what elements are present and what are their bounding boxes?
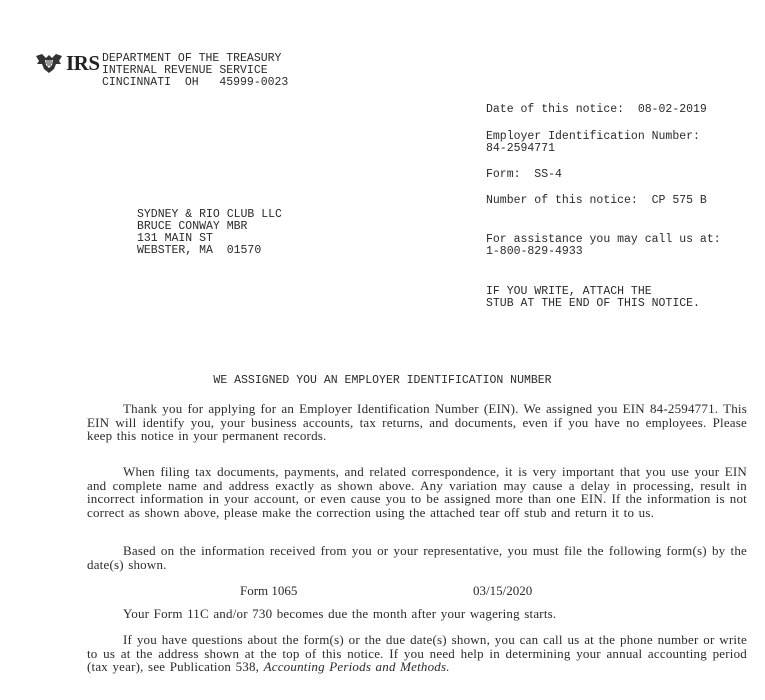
assistance-label: For assistance you may call us at: xyxy=(486,233,721,246)
agency-line-2: INTERNAL REVENUE SERVICE xyxy=(102,64,268,77)
eagle-seal-icon xyxy=(34,52,64,74)
form-due-date: 03/15/2020 xyxy=(473,583,533,598)
paragraph-questions xyxy=(87,633,747,674)
notice-number: Number of this notice: CP 575 B xyxy=(486,194,707,207)
irs-logo xyxy=(34,52,100,74)
write-instruction-2: STUB AT THE END OF THIS NOTICE. xyxy=(486,297,700,310)
ein-value: 84-2594771 xyxy=(486,142,556,155)
recipient-name: SYDNEY & RIO CLUB LLC xyxy=(137,208,282,221)
ein-label: Employer Identification Number: xyxy=(486,130,700,143)
assistance-phone: 1-800-829-4933 xyxy=(486,245,583,258)
agency-line-1: DEPARTMENT OF THE TREASURY xyxy=(102,52,282,65)
recipient-contact: BRUCE CONWAY MBR xyxy=(137,220,248,233)
recipient-city: WEBSTER, MA 01570 xyxy=(137,244,262,257)
form-name: Form 1065 xyxy=(240,583,298,598)
letter-title: WE ASSIGNED YOU AN EMPLOYER IDENTIFICATION NUMBER xyxy=(213,374,552,387)
recipient-address xyxy=(137,209,282,257)
write-instruction-1: IF YOU WRITE, ATTACH THE xyxy=(486,285,652,298)
paragraph-use-ein: When filing tax documents, payments, and related correspondence, it is very important that you use your EIN and complete name and address exactly as shown above. Any variation may cause a delay in processing, result in incorrect information in your account, or even cause you to be assigned more than one EIN. If the information is not correct as shown above, please make the correction using the attached tear off stub and return it to us. xyxy=(87,464,747,520)
paragraph-forms-due: Based on the information received from you or your representative, you must file the following form(s) by the date(s) shown. xyxy=(87,543,747,572)
irs-wordmark: IRS xyxy=(66,51,100,75)
paragraph-wagering: Your Form 11C and/or 730 becomes due the month after your wagering starts. xyxy=(123,606,557,621)
recipient-street: 131 MAIN ST xyxy=(137,232,213,245)
agency-address xyxy=(102,53,288,89)
agency-line-3: CINCINNATI OH 45999-0023 xyxy=(102,76,289,89)
questions-text: If you have questions about the form(s) or the due date(s) shown, you can call us at the phone number or write to us at the address shown at the top of this notice. If you need help in determining your annual accounting period (tax year), see Publication 538, xyxy=(87,632,747,674)
publication-title: Accounting Periods and Methods. xyxy=(263,659,450,674)
notice-date: Date of this notice: 08-02-2019 xyxy=(486,103,707,116)
paragraph-ein-assigned: Thank you for applying for an Employer Identification Number (EIN). We assigned you EIN 84-2594771. This EIN will identify you, your business accounts, tax returns, and documents, even if you have no employees. Please keep this notice in your permanent records. xyxy=(87,401,747,443)
form-type: Form: SS-4 xyxy=(486,168,562,181)
